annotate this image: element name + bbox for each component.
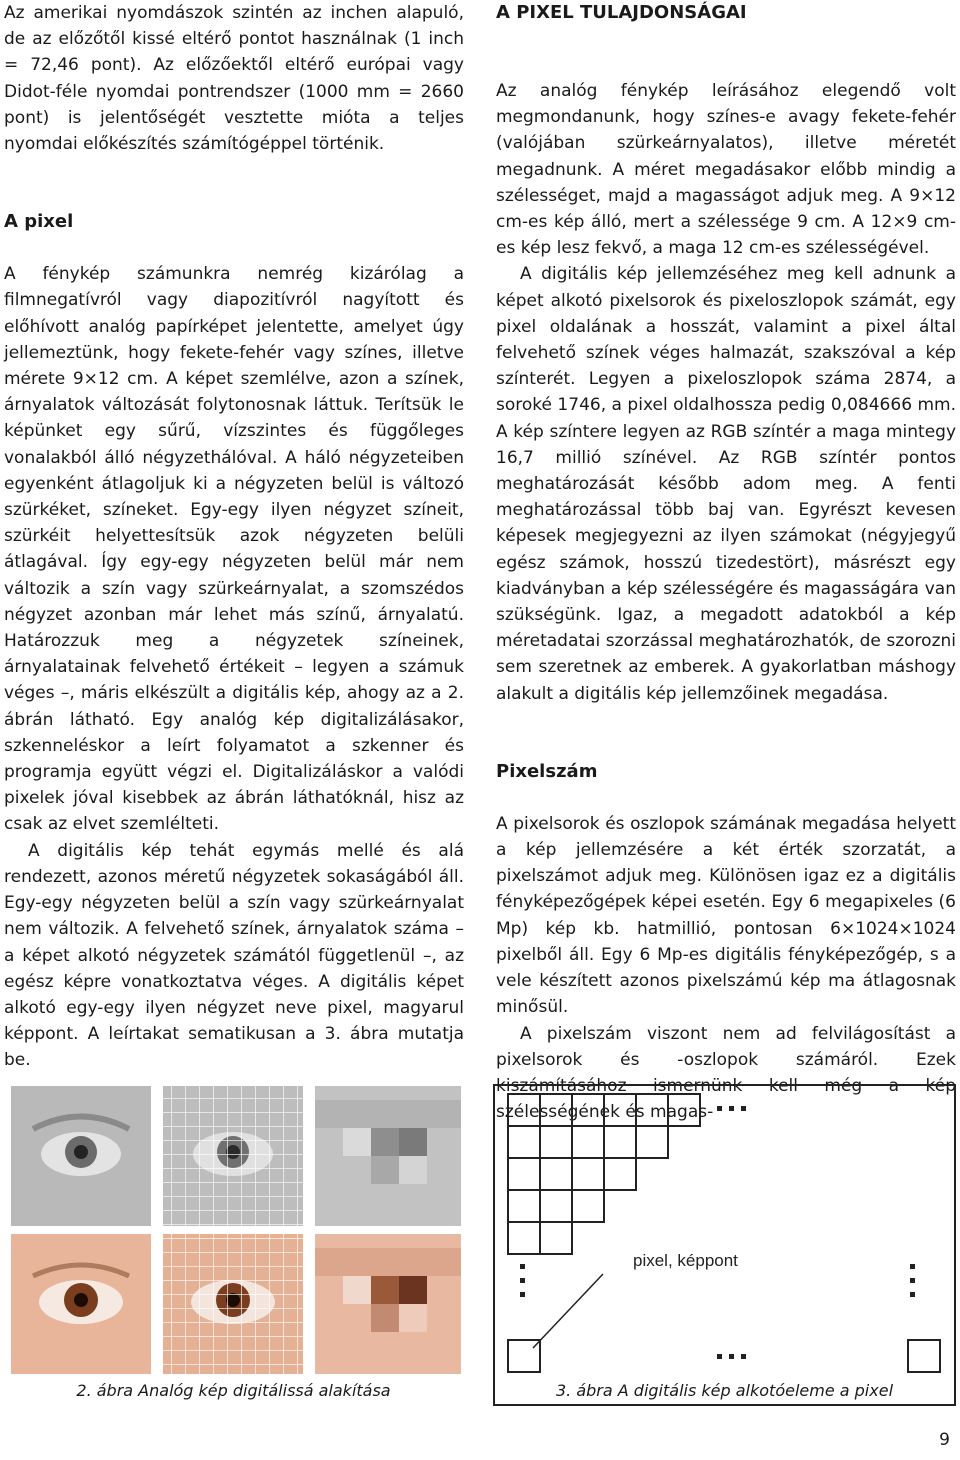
pixelszam-paragraph-1: A pixelsorok és oszlopok számának megadása helyett a kép jellemzésére a két érték szorzatát, a pixelszámot adjuk meg. Különösen igaz ez a digitális fényképezőgépek képei esetén. Egy 6 megapixeles (6 Mp) kép kb. hatmillió, pontosan 6×1024×1024 pixelből áll. Egy 6 Mp-es digitális fényképezőgép, s a vele készített azonos pixelszámú kép ma átlagosnak minősül. — [496, 813, 956, 1018]
intro-paragraph: Az amerikai nyomdászok szintén az inchen alapuló, de az előzőtől kissé eltérő pontot használnak (1 inch = 72,46 pont). Az előzőektől eltérő európai vagy Didot-féle nyomdai pontrendszer (1000 mm = 2660 pont) is jelentőségét vesztette mióta a teljes nyomdai előkészítés számítógéppel történik. — [4, 3, 464, 155]
subheading-pixelszam: Pixelszám — [496, 760, 598, 782]
figure-3-caption: 3. ábra A digitális kép alkotóeleme a pixel — [555, 1381, 894, 1400]
figure-3-pixel-diagram — [493, 1084, 956, 1406]
page-number: 9 — [939, 1430, 950, 1450]
pixelszam-paragraph-2: A pixelszám viszont nem ad felvilágosítást a pixelsorok és -oszlopok számáról. Ezek kiszámításához ismernünk kell még a kép szélességének és magas- — [496, 1023, 956, 1123]
section-heading-pixel-properties: A PIXEL TULAJDONSÁGAI — [496, 2, 747, 23]
figure-3-label: pixel, képpont — [633, 1251, 738, 1270]
properties-paragraph-1: Az analóg fénykép leírásához elegendő volt megmondanunk, hogy színes-e avagy fekete-fehér (valójában szürkeárnyalatos), illetve méretét megadnunk. A méret megadásakor előbb mindig a szélességet, majd a magasságot adjuk meg. A 9×12 cm-es kép álló, mert a szélessége 9 cm. A 12×9 cm-es kép lesz fekvő, a maga 12 cm-es szélességével. — [496, 81, 956, 259]
figure-2-image-grid — [3, 1084, 464, 1376]
pixel-paragraph-1: A fénykép számunkra nemrég kizárólag a filmnegatívról vagy diapozitívról nagyított és előhívott analóg papírképet jelentette, amelyet úgy jellemeztünk, hogy fekete-fehér vagy színes, illetve mérete 9×12 cm. A képet szemlélve, azon a színek, árnyalatok változását folytonosnak láttuk. Terítsük le képünket egy sűrű, vízszintes és függőleges vonalakból álló négyzethálóval. A háló négyzeteiben egyenként átlagoljuk ki a négyzeten belül is változó szürkéket, színeket. Egy-egy ilyen négyzet színeit, szürkéit helyettesítsük azok négyzeten belüli átlagával. Így egy-egy négyzeten belül már nem változik a szín vagy szürkeárnyalat, a szomszédos négyzet azonban már lehet más színű, árnyalatú. Határozzuk meg a négyzetek színeinek, árnyalatainak felvehető értékeit – legyen a számuk véges –, máris elkészült a digitális kép, ahogy az a 2. ábrán látható. Egy analóg kép digitalizálásakor, szkenneléskor a leírt folyamatot a szkenner és programja együtt végzi el. Digitalizáláskor a valódi pixelek jóval kisebbek az ábrán láthatóknál, hisz az csak az elvet szemlélteti. — [4, 264, 464, 835]
figure-2-caption: 2. ábra Analóg kép digitálissá alakítása — [76, 1381, 391, 1400]
section-heading-a-pixel: A pixel — [4, 211, 74, 233]
left-column — [4, 0, 464, 1074]
figure-3 — [493, 1084, 956, 1406]
figure-2 — [3, 1084, 464, 1406]
pixel-paragraph-2: A digitális kép tehát egymás mellé és alá rendezett, azonos méretű négyzetek sokaságából áll. Egy-egy négyzeten belül a szín vagy szürkeárnyalat nem változik. A felvehető színek, árnyalatok száma – a képet alkotó négyzetek számától függetlenül –, az egész képre vonatkoztatva véges. A digitális képet alkotó egy-egy ilyen négyzet neve pixel, magyarul képpont. A leírtakat sematikusan a 3. ábra mutatja be. — [4, 840, 464, 1071]
properties-paragraph-2: A digitális kép jellemzéséhez meg kell adnunk a képet alkotó pixelsorok és pixeloszlopok számát, egy pixel oldalának a hosszát, valamint a pixel által felvehető színek véges halmazát, szakszóval a kép színterét. Legyen a pixeloszlopok száma 2874, a soroké 1746, a pixel oldalhossza pedig 0,084666 mm. A kép színtere legyen az RGB színtér a maga mintegy 16,7 millió színével. Az RGB színtér pontos meghatározását később adom meg. A fenti meghatározással több baj van. Egyrészt kevesen képesek megjegyezni az ilyen számokat (négyjegyű egész számok, hosszú tizedestört), másrészt egy kiadványban a kép szélességére és magasságára van szükségünk. Igaz, a megadott adatokból a kép méretadatai szorzással meghatározhatók, de szorozni sem szeretnek az emberek. A gyakorlatban máshogy alakult a digitális kép jellemzőinek megadása. — [496, 264, 956, 704]
right-column — [496, 0, 956, 1125]
